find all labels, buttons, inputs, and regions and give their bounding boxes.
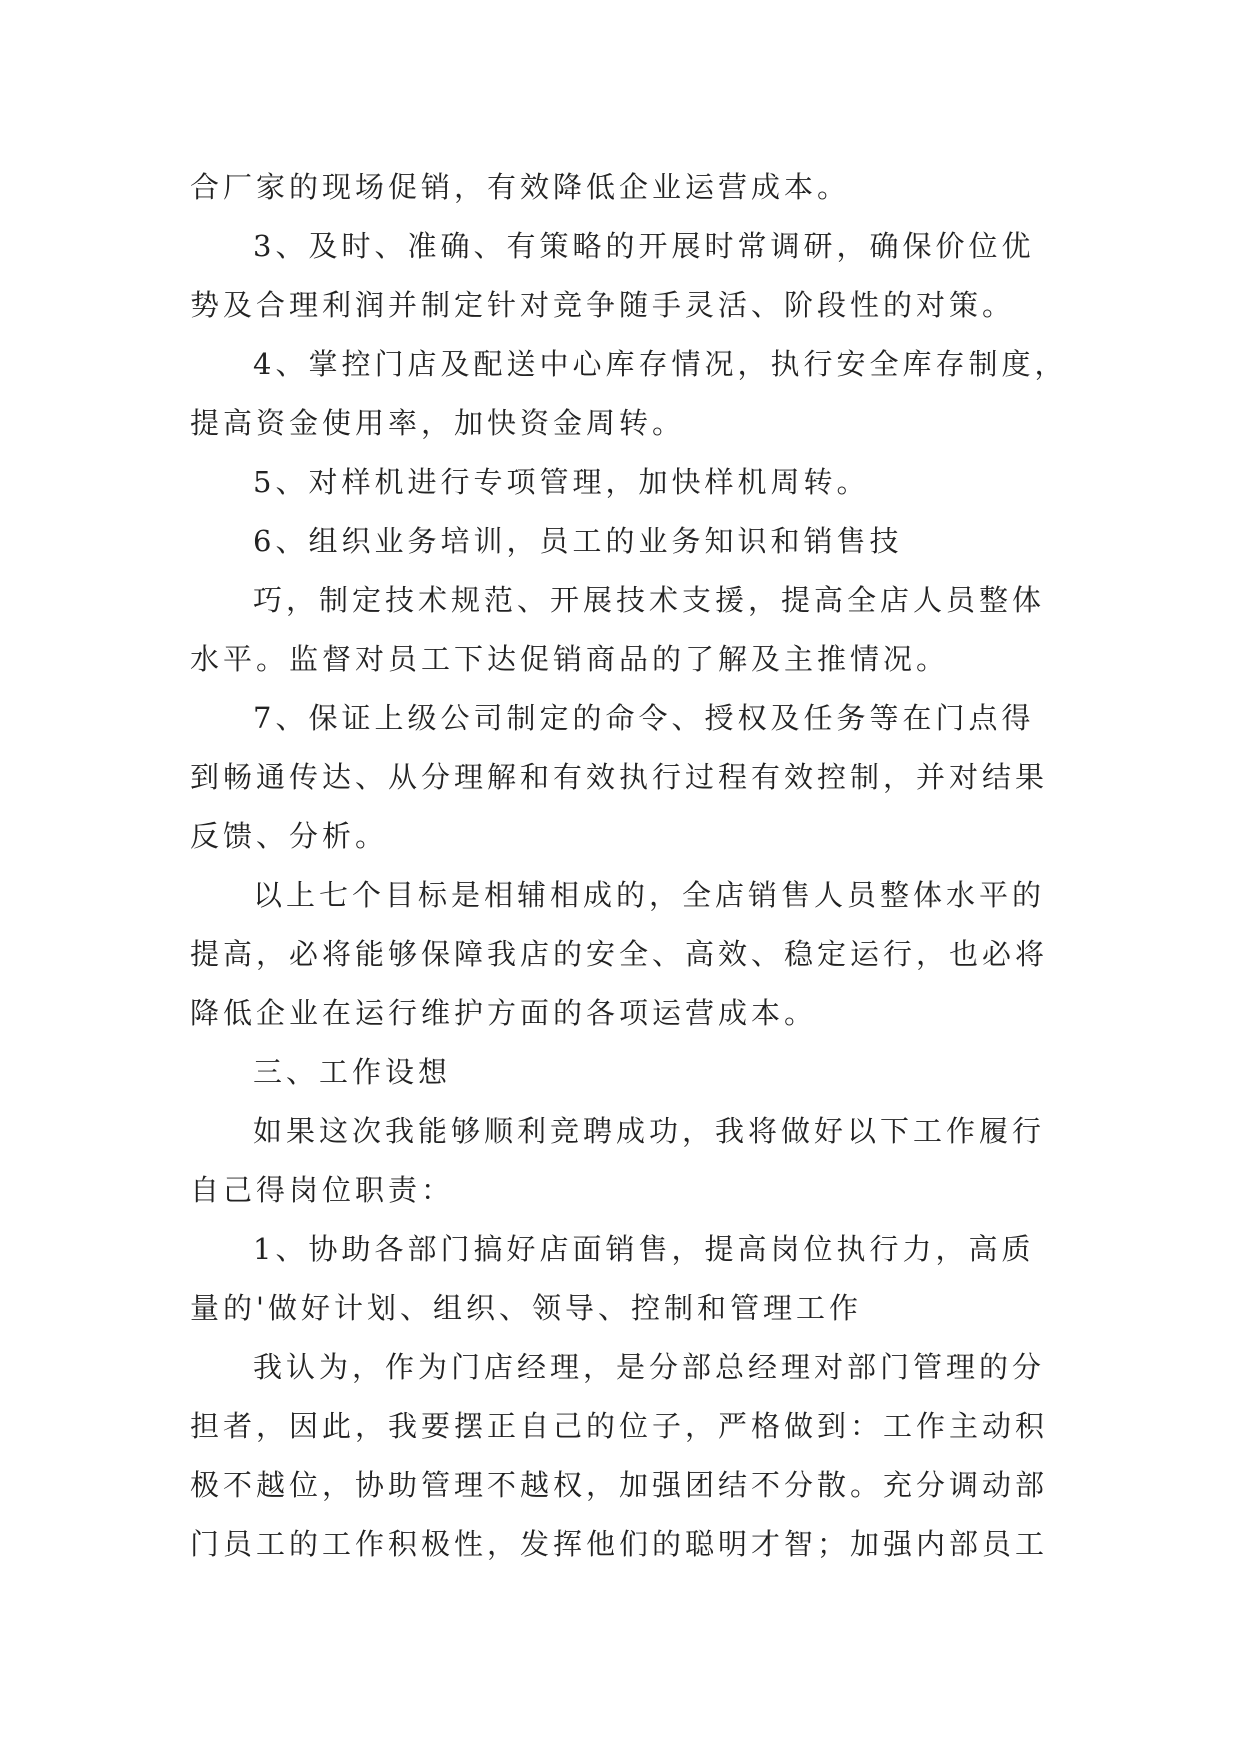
text-line: 到畅通传达、从分理解和有效执行过程有效控制，并对结果 [190,760,1049,794]
text-line: 合厂家的现场促销，有效降低企业运营成本。 [190,170,851,204]
text-line: 6、组织业务培训，员工的业务知识和销售技 [253,524,903,558]
text-line: 量的'做好计划、组织、领导、控制和管理工作 [190,1291,862,1325]
text-line: 门员工的工作积极性，发挥他们的聪明才智；加强内部员工 [190,1527,1049,1561]
text-line: 极不越位，协助管理不越权，加强团结不分散。充分调动部 [190,1468,1049,1502]
text-line: 提高，必将能够保障我店的安全、高效、稳定运行，也必将 [190,937,1049,971]
text-line: 提高资金使用率，加快资金周转。 [190,406,686,440]
text-line: 水平。监督对员工下达促销商品的了解及主推情况。 [190,642,950,676]
text-line: 巧，制定技术规范、开展技术支援，提高全店人员整体 [253,583,1046,617]
text-line: 反馈、分析。 [190,819,389,853]
text-line: 7、保证上级公司制定的命令、授权及任务等在门点得 [253,701,1035,735]
text-line: 5、对样机进行专项管理，加快样机周转。 [253,465,870,499]
text-line: 势及合理利润并制定针对竞争随手灵活、阶段性的对策。 [190,288,1016,322]
text-line: 以上七个目标是相辅相成的，全店销售人员整体水平的 [253,878,1046,912]
text-line: 我认为，作为门店经理，是分部总经理对部门管理的分 [253,1350,1046,1384]
text-line: 3、及时、准确、有策略的开展时常调研，确保价位优 [253,229,1035,263]
document-body [190,158,1068,1574]
text-line: 如果这次我能够顺利竞聘成功，我将做好以下工作履行 [253,1114,1046,1148]
text-line: 降低企业在运行维护方面的各项运营成本。 [190,996,818,1030]
text-line: 1、协助各部门搞好店面销售，提高岗位执行力，高质 [253,1232,1035,1266]
section-heading: 三、工作设想 [253,1055,452,1089]
text-line: 担者，因此，我要摆正自己的位子，严格做到：工作主动积 [190,1409,1049,1443]
text-line: 4、掌控门店及配送中心库存情况，执行安全库存制度， [253,347,1068,381]
text-line: 自己得岗位职责： [190,1173,455,1207]
